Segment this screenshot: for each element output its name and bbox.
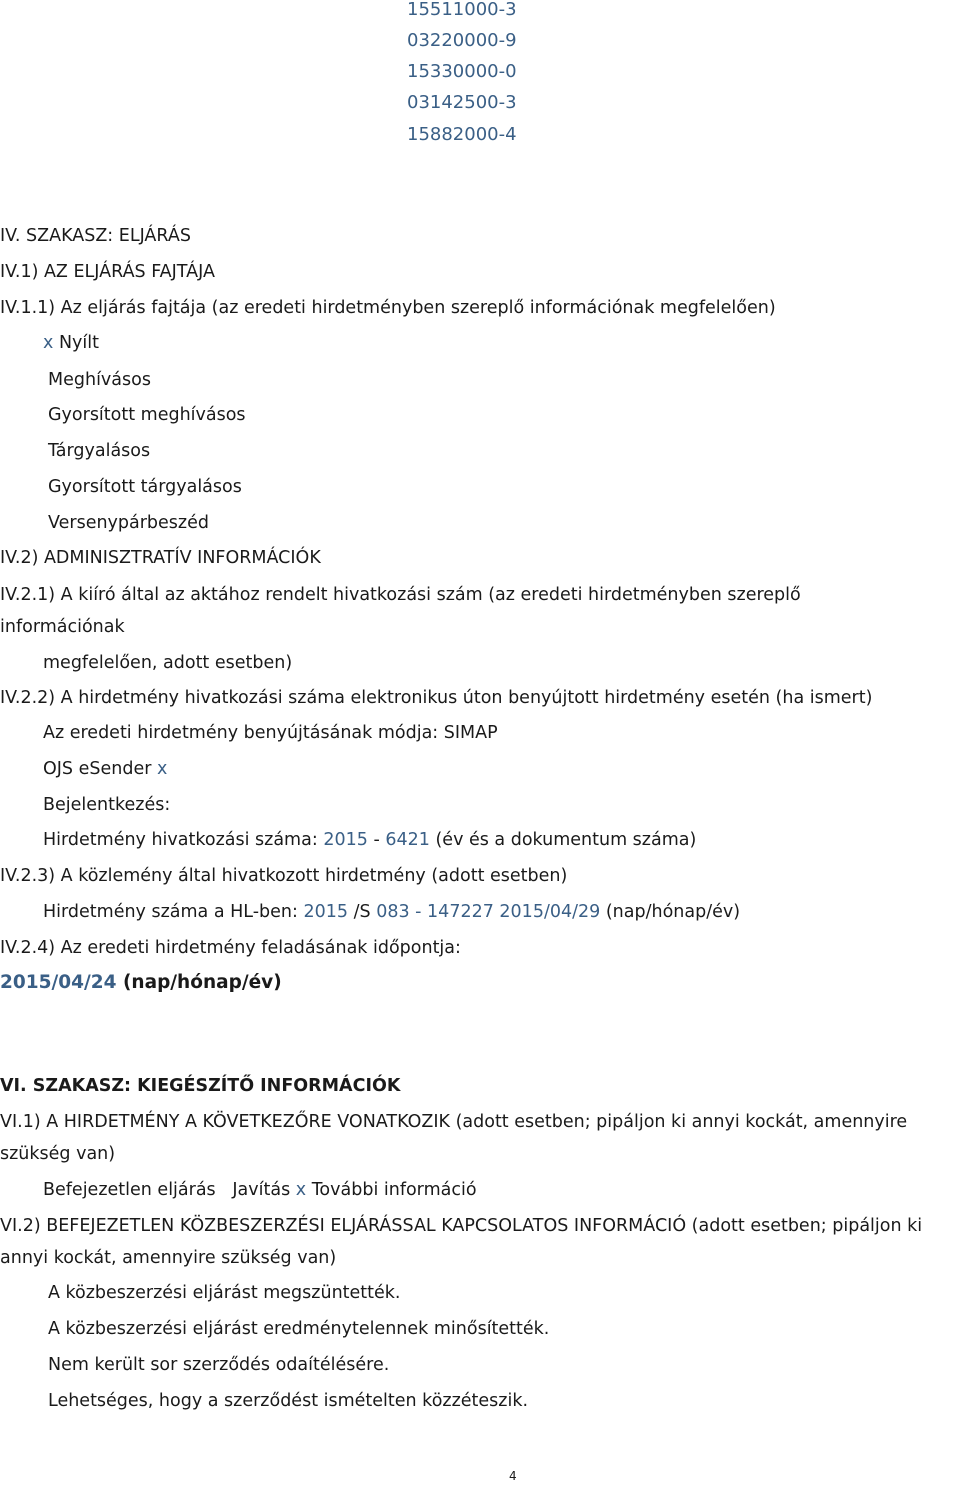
procedure-type: Versenypárbeszéd [48, 513, 209, 533]
incomplete-option: Lehetséges, hogy a szerződést ismételten közzéteszik. [48, 1391, 529, 1411]
ojs-esender: OJS eSender x [43, 759, 168, 779]
incomplete-option: A közbeszerzési eljárást megszüntették. [48, 1283, 401, 1303]
section-iv1-title: IV.1) AZ ELJÁRÁS FAJTÁJA [0, 262, 215, 282]
page-number: 4 [509, 1469, 517, 1483]
submission-mode: Az eredeti hirdetmény benyújtásának módja: SIMAP [43, 723, 498, 743]
section-vi2-line: VI.2) BEFEJEZETLEN KÖZBESZERZÉSI ELJÁRÁSSAL KAPCSOLATOS INFORMÁCIÓ (adott esetben; pipáljon ki [0, 1216, 923, 1236]
incomplete-option: Nem került sor szerződés odaítélésére. [48, 1355, 390, 1375]
section-iv22-title: IV.2.2) A hirdetmény hivatkozási száma elektronikus úton benyújtott hirdetmény esetén (ha ismert) [0, 688, 873, 708]
notice-reference: Hirdetmény hivatkozási száma: 2015 - 6421 (év és a dokumentum száma) [43, 830, 697, 850]
section-vi2-line: annyi kockát, amennyire szükség van) [0, 1248, 337, 1268]
procedure-type: Gyorsított tárgyalásos [48, 477, 242, 497]
section-iv21-line: információnak [0, 617, 125, 637]
incomplete-option: A közbeszerzési eljárást eredménytelennek minősítették. [48, 1319, 550, 1339]
section-vi1-line: szükség van) [0, 1144, 116, 1164]
section-heading-iv: IV. SZAKASZ: ELJÁRÁS [0, 226, 191, 246]
procedure-type-open: x Nyílt [43, 333, 99, 353]
cpv-code: 15330000-0 [407, 61, 517, 82]
section-iv21-line: megfelelően, adott esetben) [43, 653, 293, 673]
login-label: Bejelentkezés: [43, 795, 171, 815]
section-iv23-title: IV.2.3) A közlemény által hivatkozott hirdetmény (adott esetben) [0, 866, 568, 886]
section-iv11-title: IV.1.1) Az eljárás fajtája (az eredeti hirdetményben szereplő információnak megfelelően) [0, 298, 776, 318]
oj-notice-number: Hirdetmény száma a HL-ben: 2015 /S 083 - 147227 2015/04/29 (nap/hónap/év) [43, 902, 741, 922]
cpv-code: 03142500-3 [407, 92, 517, 113]
section-vi1-line: VI.1) A HIRDETMÉNY A KÖVETKEZŐRE VONATKOZIK (adott esetben; pipáljon ki annyi kockát, amennyire [0, 1112, 908, 1132]
procedure-type: Meghívásos [48, 370, 151, 390]
selected-mark: x [295, 1180, 307, 1200]
section-iv24-title: IV.2.4) Az eredeti hirdetmény feladásának időpontja: [0, 938, 461, 958]
procedure-type: Gyorsított meghívásos [48, 405, 246, 425]
section-heading-vi: VI. SZAKASZ: KIEGÉSZÍTŐ INFORMÁCIÓK [0, 1076, 401, 1096]
notice-relates-options: Befejezetlen eljárás Javítás x További információ [43, 1180, 477, 1200]
cpv-code: 03220000-9 [407, 30, 517, 51]
procedure-type: Tárgyalásos [48, 441, 151, 461]
section-iv21-line: IV.2.1) A kiíró által az aktához rendelt hivatkozási szám (az eredeti hirdetményben szereplő [0, 585, 801, 605]
selected-mark: x [43, 333, 54, 353]
cpv-code: 15511000-3 [407, 0, 517, 20]
section-iv2-title: IV.2) ADMINISZTRATÍV INFORMÁCIÓK [0, 548, 321, 568]
selected-mark: x [157, 759, 168, 779]
cpv-code: 15882000-4 [407, 124, 517, 145]
dispatch-date: 2015/04/24 (nap/hónap/év) [0, 972, 282, 993]
